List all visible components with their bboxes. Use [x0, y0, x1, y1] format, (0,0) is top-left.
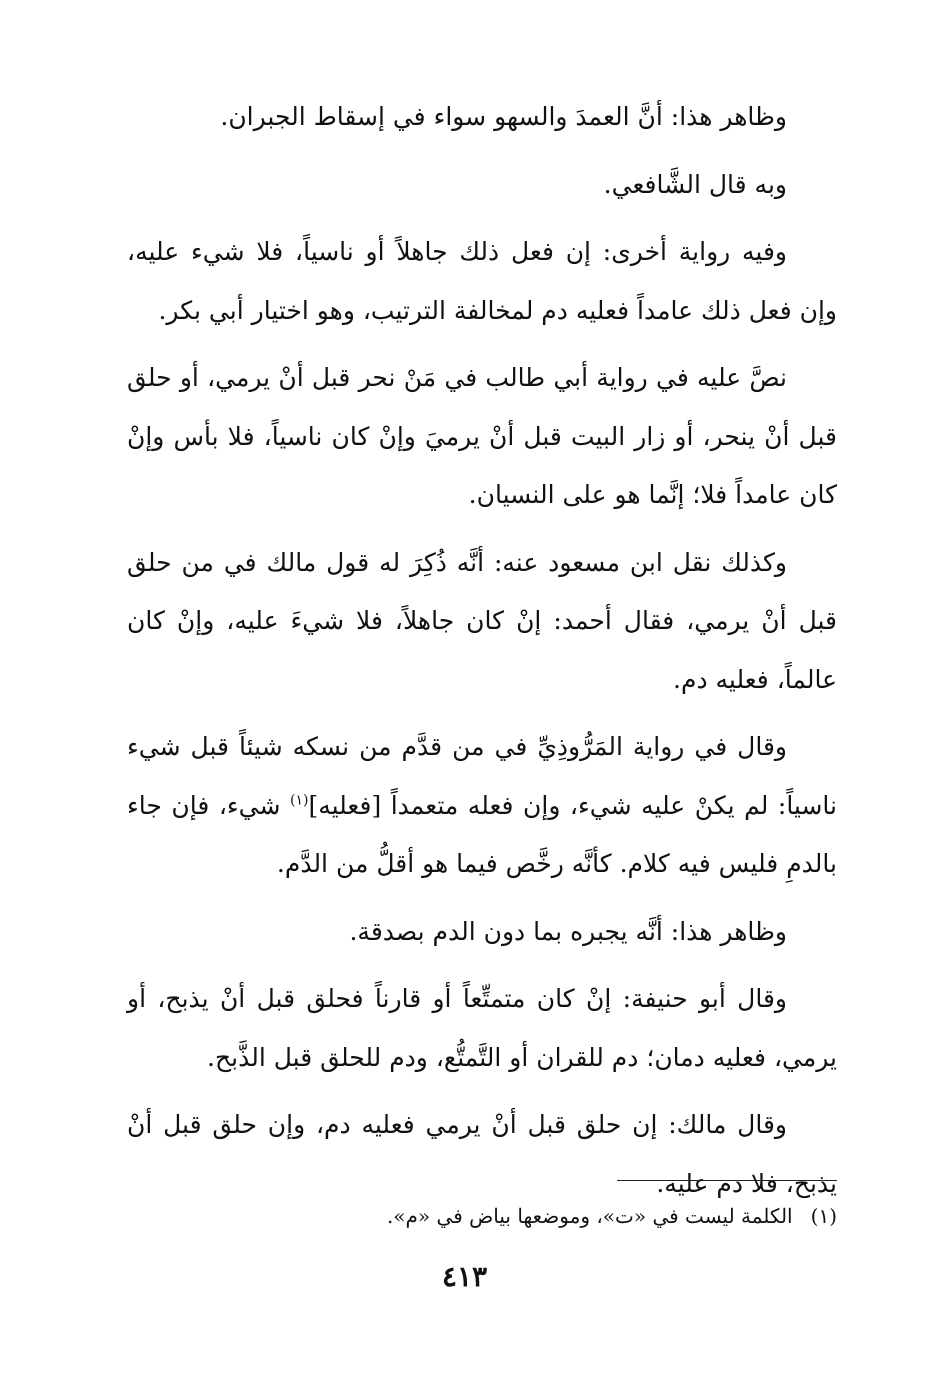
paragraph: وقال أبو حنيفة: إنْ كان متمتِّعاً أو قارناً فحلق قبل أنْ يذبح، أو يرمي، فعليه دمان؛ دم للقران أو التَّمتُّع، ودم للحلق قبل الذَّبح. [127, 984, 837, 1072]
footnote-text: الكلمة ليست في «ت»، وموضعها بياض في «م». [386, 1204, 793, 1228]
page-number: ٤١٣ [441, 1260, 488, 1293]
paragraph: وبه قال الشَّافعي. [603, 169, 787, 199]
paragraph: نصَّ عليه في رواية أبي طالب في مَنْ نحر قبل أنْ يرمي، أو حلق قبل أنْ ينحر، أو زار البيت قبل أنْ يرميَ وإنْ كان ناسياً، فلا بأس وإنْ كان عامداً فلا؛ إنَّما هو على النسيان. [127, 363, 837, 509]
paragraph: وظاهر هذا: أنَّ العمدَ والسهو سواء في إسقاط الجبران. [220, 102, 787, 131]
paragraph: وظاهر هذا: أنَّه يجبره بما دون الدم بصدقة. [349, 916, 787, 946]
paragraph: وفيه رواية أخرى: إن فعل ذلك جاهلاً أو ناسياً، فلا شيء عليه، وإن فعل ذلك عامداً فعليه دم لمخالفة الترتيب، وهو اختيار أبي بكر. [127, 237, 837, 325]
paragraph: وكذلك نقل ابن مسعود عنه: أنَّه ذُكِرَ له قول مالك في من حلق قبل أنْ يرمي، فقال أحمد: إنْ كان جاهلاً، فلا شيءَ عليه، وإنْ كان عالماً، فعليه دم. [127, 547, 837, 694]
paragraph-with-footnote-ref [127, 718, 837, 894]
footnote-divider [617, 1180, 837, 1181]
footnote-number: (١) [810, 1204, 837, 1228]
paragraph-text-after-ref: شيء، فإن جاء بالدمِ فليس فيه كلام. كأنَّه رخَّص فيما هو أقلُّ من الدَّم. [127, 790, 837, 878]
paragraph: وقال مالك: إن حلق قبل أنْ يرمي فعليه دم، وإن حلق قبل أنْ يذبح، فلا دم عليه. [127, 1110, 837, 1198]
paragraph-text-before-ref: وقال في رواية المَرُّوذِيِّ في من قدَّم من نسكه شيئاً قبل شيء ناسياً: لم يكنْ عليه شيء، وإن فعله متعمداً [فعليه] [127, 732, 837, 820]
main-text [127, 88, 837, 1222]
footnote-reference: (١) [289, 792, 309, 809]
footnote [127, 1198, 837, 1234]
